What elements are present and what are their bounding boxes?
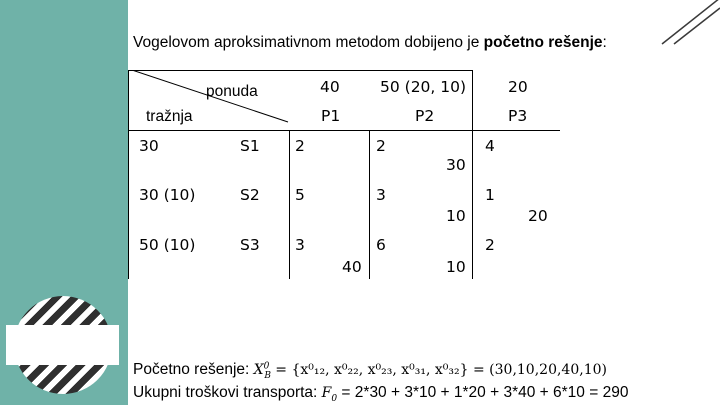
supply-p2: 50 (20, 10): [380, 78, 467, 96]
alloc-s2-p3: 20: [528, 207, 548, 225]
cost-s2-p2: 3: [376, 186, 386, 204]
row-label-s1: S1: [240, 137, 260, 155]
supply-p3: 20: [508, 78, 528, 96]
slide-title: Vogelovom aproksimativnom metodom dobijeno je početno rešenje:: [133, 34, 607, 51]
cost-symbol: $F_0$: [321, 385, 338, 404]
alloc-s2-p2: 10: [446, 207, 466, 225]
cost-s3-p3: 2: [485, 236, 495, 254]
column-header-p1: P1: [321, 107, 341, 125]
cost-s1-p3: 4: [485, 137, 495, 155]
total-cost-line: [133, 384, 628, 404]
total-cost-label: Ukupni troškovi transporta:: [133, 384, 322, 401]
supply-p1: 40: [320, 78, 340, 96]
cost-formula: = 2*30 + 3*10 + 1*20 + 3*40 + 6*10 = 290: [337, 384, 629, 401]
corner-demand-label: tražnja: [146, 108, 193, 125]
header-divider: [128, 130, 560, 131]
alloc-s3-p1: 40: [342, 258, 362, 276]
alloc-s3-p2: 10: [446, 258, 466, 276]
column-divider-2: [472, 70, 473, 279]
row-label-divider: [289, 130, 290, 279]
demand-s3: 50 (10): [139, 236, 196, 254]
alloc-s1-p2: 30: [446, 156, 466, 174]
row-label-s2: S2: [240, 186, 260, 204]
initial-solution-label: Početno rešenje:: [133, 361, 254, 378]
initial-solution-line: [133, 361, 607, 381]
column-header-p2: P2: [415, 107, 435, 125]
column-header-p3: P3: [508, 107, 528, 125]
white-rect-decoration: [6, 325, 119, 365]
basis-vector: = {x⁰₁₂, x⁰₂₂, x⁰₂₃, x⁰₃₁, x⁰₃₂} = (30,10,20,40,10): [275, 362, 607, 378]
cost-s1-p1: 2: [295, 137, 305, 155]
corner-lines-decoration: [640, 0, 720, 45]
cost-s1-p2: 2: [376, 137, 386, 155]
table-top-border: [128, 70, 472, 71]
column-divider-1: [369, 130, 370, 279]
cost-s2-p1: 5: [295, 186, 305, 204]
demand-s1: 30: [139, 137, 159, 155]
demand-s2: 30 (10): [139, 186, 196, 204]
row-label-s3: S3: [240, 236, 260, 254]
table-left-border: [128, 70, 129, 279]
corner-supply-label: ponuda: [206, 83, 258, 100]
transport-table: [128, 70, 560, 279]
cost-s3-p1: 3: [295, 236, 305, 254]
cost-s2-p3: 1: [485, 186, 495, 204]
cost-s3-p2: 6: [376, 236, 386, 254]
basis-variable: $X^0_B$: [253, 361, 271, 381]
